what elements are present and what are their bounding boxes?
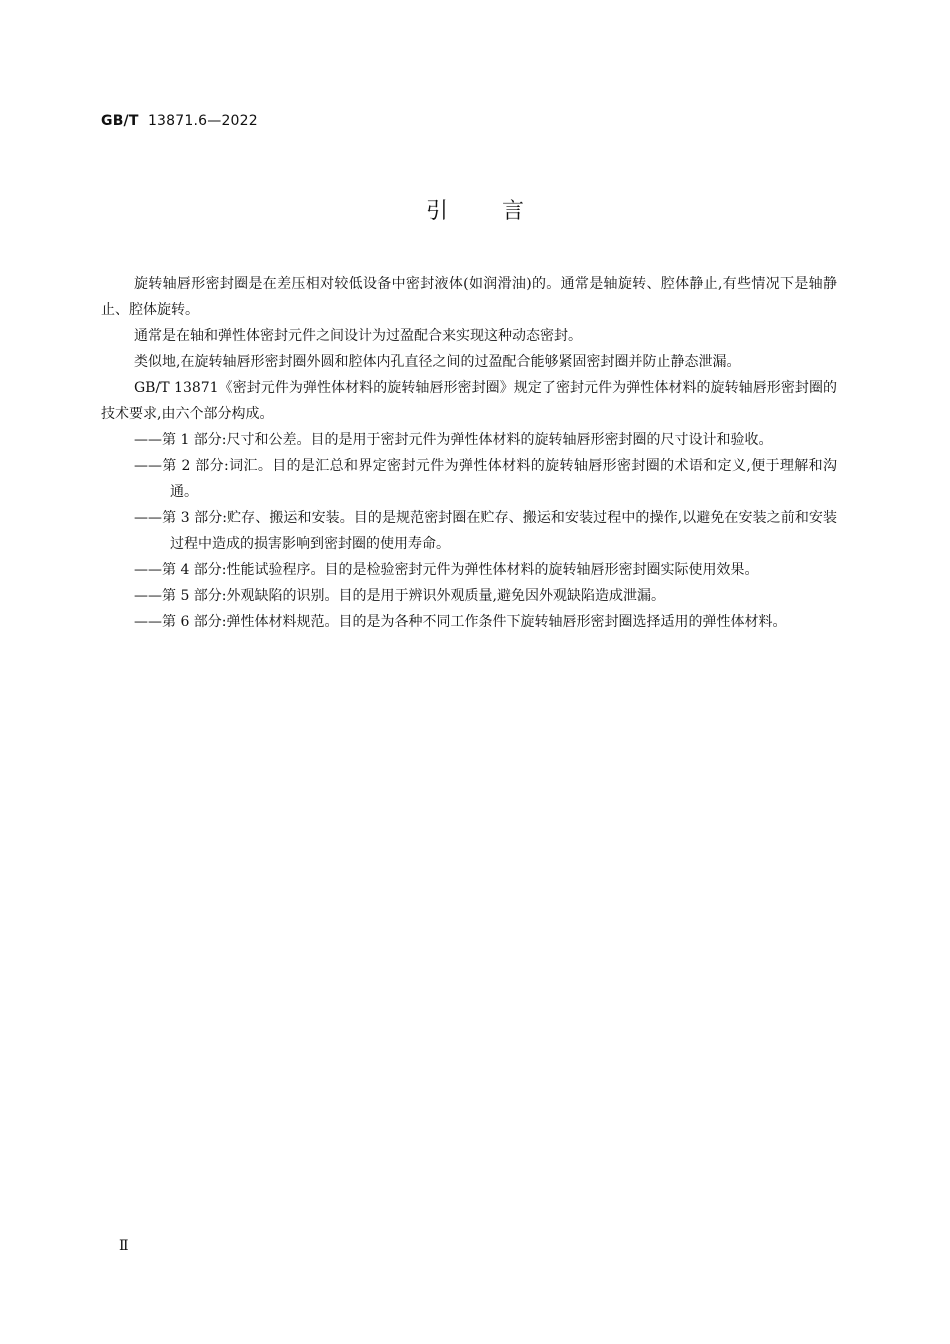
list-item-part-1: ——第 1 部分:尺寸和公差。目的是用于密封元件为弹性体材料的旋转轴唇形密封圈的尺寸设计和验收。 xyxy=(134,432,773,448)
paragraph: 通常是在轴和弹性体密封元件之间设计为过盈配合来实现这种动态密封。 xyxy=(134,328,582,344)
document-header xyxy=(101,113,258,129)
list-item-part-4: ——第 4 部分:性能试验程序。目的是检验密封元件为弹性体材料的旋转轴唇形密封圈实际使用效果。 xyxy=(134,562,759,578)
standard-number: 13871.6—2022 xyxy=(147,113,258,129)
list-item-part-3: ——第 3 部分:贮存、搬运和安装。目的是规范密封圈在贮存、搬运和安装过程中的操作,以避免在安装之前和安装过程中造成的损害影响到密封圈的使用寿命。 xyxy=(134,510,837,552)
standard-code: GB/T xyxy=(101,113,139,129)
list-item-part-6: ——第 6 部分:弹性体材料规范。目的是为各种不同工作条件下旋转轴唇形密封圈选择适用的弹性体材料。 xyxy=(134,614,787,630)
page-number: Ⅱ xyxy=(119,1238,129,1254)
paragraph: 类似地,在旋转轴唇形密封圈外圆和腔体内孔直径之间的过盈配合能够紧固密封圈并防止静态泄漏。 xyxy=(134,354,741,370)
page-title: 引言 xyxy=(425,199,578,224)
paragraph: GB/T 13871《密封元件为弹性体材料的旋转轴唇形密封圈》规定了密封元件为弹性体材料的旋转轴唇形密封圈的技术要求,由六个部分构成。 xyxy=(101,380,837,422)
paragraph: 旋转轴唇形密封圈是在差压相对较低设备中密封液体(如润滑油)的。通常是轴旋转、腔体静止,有些情况下是轴静止、腔体旋转。 xyxy=(101,276,837,318)
list-item-part-2: ——第 2 部分:词汇。目的是汇总和界定密封元件为弹性体材料的旋转轴唇形密封圈的术语和定义,便于理解和沟通。 xyxy=(134,458,837,500)
list-item-part-5: ——第 5 部分:外观缺陷的识别。目的是用于辨识外观质量,避免因外观缺陷造成泄漏。 xyxy=(134,588,665,604)
document-body xyxy=(101,271,837,635)
